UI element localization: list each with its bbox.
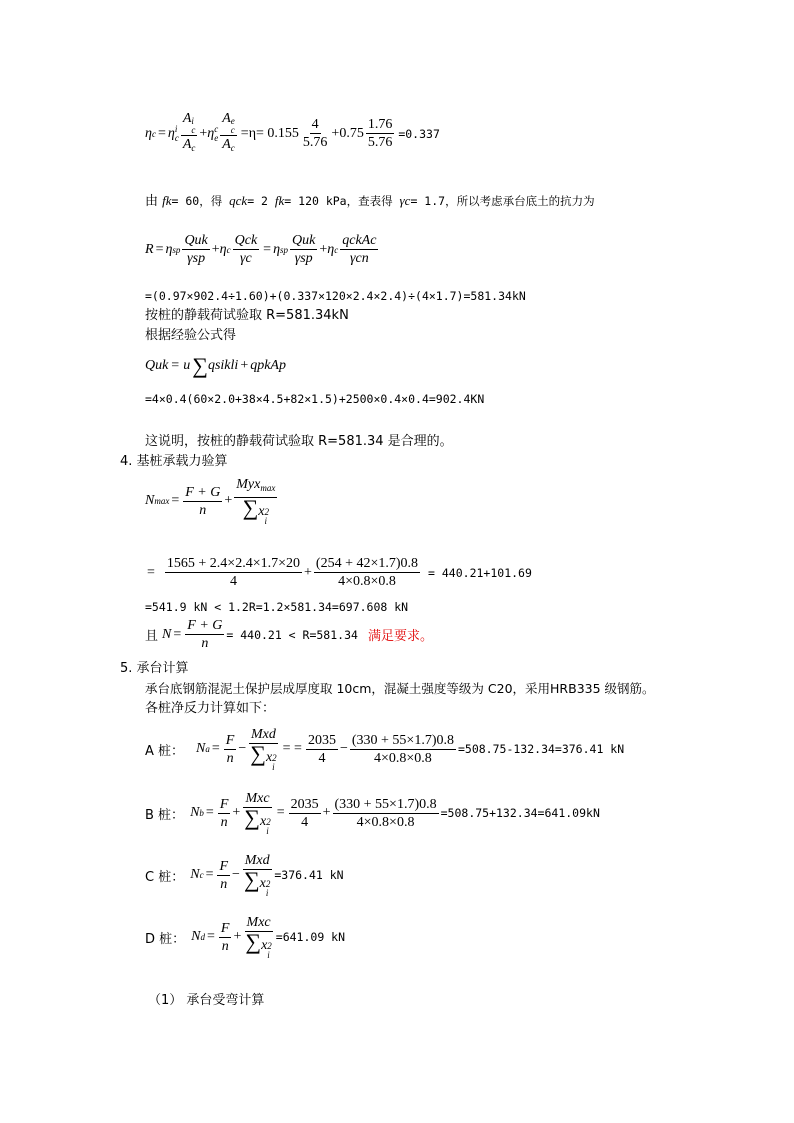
plus-sign: + bbox=[199, 125, 208, 141]
eq-n-check: 且 N = $\frac{F + G}{n}$ = 440.21 < R=581.34 满足要求。 bbox=[145, 618, 433, 651]
line-static-R: 按桩的静载荷试验取 R=581.34kN bbox=[145, 308, 349, 323]
eta-symbol: η bbox=[167, 125, 175, 141]
section-5-heading: 5. 承台计算 bbox=[120, 661, 189, 676]
eta-sub: c bbox=[174, 132, 179, 143]
fraction-qckac-gcn: $\frac{\text{qckAc}}{\text{γcn}}$ bbox=[342, 233, 377, 266]
eta-sub: e bbox=[214, 132, 219, 143]
line-quk-calc: =4×0.4(60×2.0+38×4.5+82×1.5)+2500×0.4×0.4=902.4KN bbox=[145, 392, 485, 406]
den-sub: c bbox=[191, 143, 196, 153]
fraction-176-576: $\frac{1.76}{5.76}$ bbox=[367, 117, 393, 150]
equals-sign: = bbox=[157, 125, 166, 141]
fraction-ae-ac bbox=[220, 110, 237, 157]
line-cap-desc: 承台底钢筋混泥土保护层成厚度取 10cm，混凝土强度等级为 C20，采用HRB335 级钢筋。 bbox=[145, 681, 655, 696]
frac-den: A bbox=[222, 137, 231, 152]
line-fk: 由 fk= 60，得 qck= 2 fk= 120 kPa，查表得 γc= 1.7，所以考虑承台底土的抗力为 bbox=[145, 193, 595, 209]
num-sub: c bbox=[230, 125, 235, 135]
eq-nmax: N max = $\frac{F + G}{n}$ + Myx$_{max}$ ∑x 2 i bbox=[145, 477, 276, 526]
fraction-ai-ac bbox=[181, 110, 198, 157]
plus-coefficient: +0.75 bbox=[331, 125, 364, 141]
eq-pile-d: D 桩： N d = $\frac{F}{n}$ + Mxc ∑x 2 i =641.09 kN bbox=[145, 915, 346, 960]
eta-sup: c bbox=[214, 123, 219, 134]
frac-num: A bbox=[222, 111, 231, 126]
eq-pile-b: B 桩： N b = $\frac{F}{n}$ + Mxc ∑x 2 i = $\frac{2035}{4}$ + $\frac{(330 + 55\times 1.7)0.8}{4\times 0.8\times 0.8}$ =508.75+132.34=641.09kN bbox=[145, 791, 600, 836]
eta-sub: c bbox=[151, 128, 156, 139]
fraction-4-576: $\frac{4}{5.76}$ bbox=[302, 117, 328, 150]
eq-pile-a: A 桩： N a = $\frac{F}{n}$ − Mxd ∑x 2 i = = $\frac{2035}{4}$ − $\frac{(330 + 55\times 1.7)0.8}{4\times 0.8\times 0.8}$ =508.75-132.34=376.41 kN bbox=[145, 727, 625, 772]
den-sub: c bbox=[230, 143, 235, 153]
fraction-myx-sumx2: Myx$_{max}$ ∑x 2 i bbox=[236, 477, 276, 526]
fraction-254: $\frac{(254 + 42\times 1.7)0.8}{4\times 0.8\times 0.8}$ bbox=[315, 556, 419, 589]
fraction-1565: $\frac{1565 + 2.4\times 2.4\times 1.7\times 20}{4}$ bbox=[166, 556, 300, 589]
eta-value: =η= 0.155 bbox=[240, 125, 299, 141]
frac-den: A bbox=[182, 137, 192, 152]
eta-result: =0.337 bbox=[398, 126, 440, 141]
eta-sup: i bbox=[174, 123, 178, 134]
eq-R: R = η sp $\frac{\text{Quk}}{\text{γsp}}$ + η c $\frac{\text{Qck}}{\gamma c}$ = η sp $\frac{\text{Quk}}{\text{γsp}}$ + η c $\frac{\text{qckAc}}{\text{γcn}}$ bbox=[145, 233, 377, 266]
eq-eta-c bbox=[145, 110, 440, 157]
line-calc-R: =(0.97×902.4÷1.60)+(0.337×120×2.4×2.4)÷(4×1.7)=581.34kN bbox=[145, 289, 526, 303]
line-by-formula: 根据经验公式得 bbox=[145, 328, 237, 343]
eq-quk: Quk = u ∑ qsikli + qpkAp bbox=[145, 353, 286, 378]
eta-symbol: η bbox=[145, 125, 152, 141]
satisfied-note: 满足要求。 bbox=[367, 629, 433, 644]
num-sub: c bbox=[191, 125, 196, 135]
line-nmax-check: =541.9 kN < 1.2R=1.2×581.34=697.608 kN bbox=[145, 600, 409, 614]
R-symbol: R bbox=[145, 241, 154, 257]
eq-pile-c: C 桩： N c = $\frac{F}{n}$ − Mxd ∑x 2 i =376.41 kN bbox=[145, 853, 344, 898]
num-sup: i bbox=[191, 116, 194, 126]
eta-symbol: η bbox=[207, 125, 215, 141]
line-reasonable: 这说明，按桩的静载荷试验取 R=581.34 是合理的。 bbox=[145, 434, 453, 449]
section-4-heading: 4. 基桩承载力验算 bbox=[120, 454, 228, 469]
frac-num: A bbox=[182, 111, 192, 126]
fraction-qck-gc: $\frac{\text{Qck}}{\gamma c}$ bbox=[234, 233, 258, 266]
fraction-fg-n: $\frac{F + G}{n}$ bbox=[185, 484, 221, 518]
num-sup: e bbox=[230, 116, 235, 126]
line-net-react: 各桩净反力计算如下： bbox=[145, 701, 276, 716]
subsection-1-heading: （1） 承台受弯计算 bbox=[148, 993, 265, 1008]
eq-nmax-numeric: = $\frac{1565 + 2.4\times 2.4\times 1.7\times 20}{4}$ + $\frac{(254 + 42\times 1.7)0.8}{4\times 0.8\times 0.8}$ = 440.21+101.69 bbox=[147, 556, 532, 589]
fraction-quk-gsp: $\frac{\text{Quk}}{\text{γsp}}$ bbox=[184, 233, 208, 266]
fraction-fg-n-2: $\frac{F + G}{n}$ bbox=[187, 618, 223, 651]
fraction-quk-gsp-2: $\frac{\text{Quk}}{\text{γsp}}$ bbox=[292, 233, 316, 266]
